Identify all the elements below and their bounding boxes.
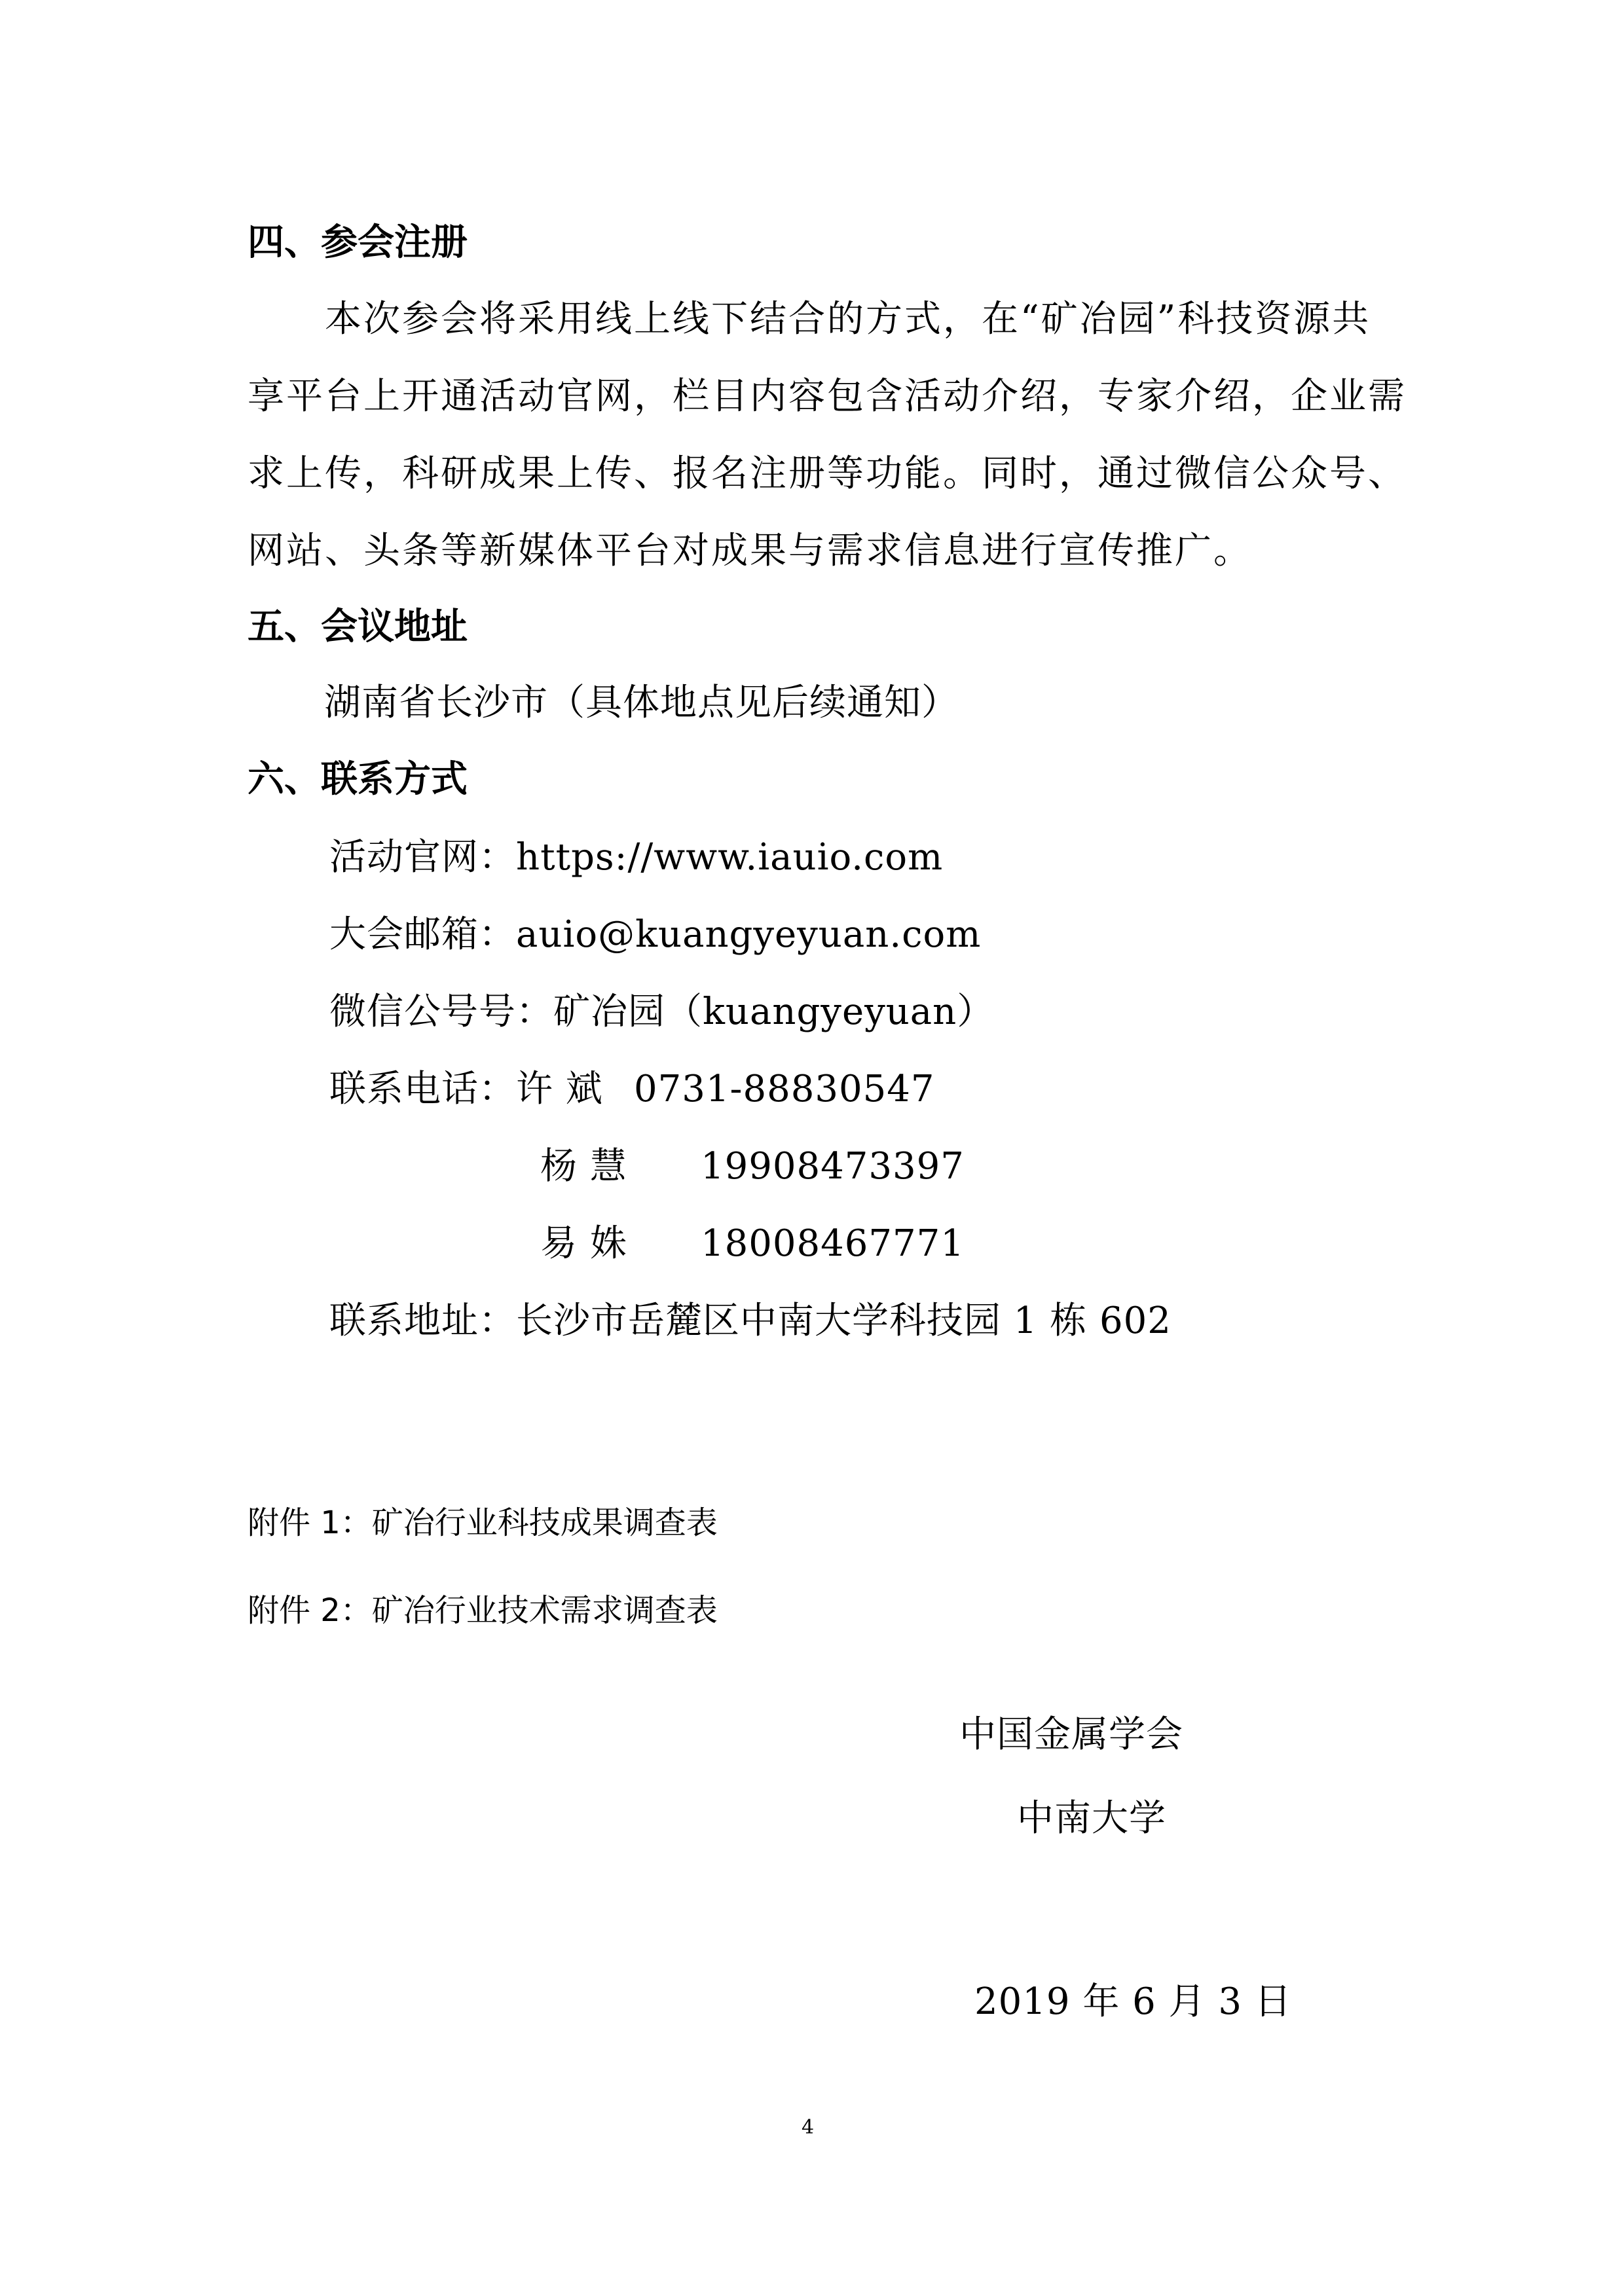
venue-address: 湖南省长沙市（具体地点见后续通知）: [324, 682, 959, 724]
section-heading-contact: 六、联系方式: [248, 758, 468, 801]
contact-name: 许 斌: [516, 1068, 603, 1110]
wechat-row: [329, 991, 995, 1033]
contact-phone: 19908473397: [701, 1145, 965, 1188]
paragraph-line-2: 享平台上开通活动官网，栏目内容包含活动介绍，专家介绍，企业需: [248, 375, 1407, 418]
contact-phone: 0731-88830547: [634, 1068, 935, 1110]
phone-row-3: [540, 1222, 965, 1265]
wechat-label: 微信公号号：: [329, 991, 553, 1033]
contact-name: 易 姝: [540, 1222, 627, 1265]
signature-date: 2019 年 6 月 3 日: [974, 1980, 1292, 2023]
signature-org-1: 中国金属学会: [959, 1713, 1183, 1756]
wechat-value: 矿冶园（kuangyeyuan）: [553, 991, 995, 1033]
email-label: 大会邮箱：: [329, 913, 516, 956]
signature-org-2: 中南大学: [1017, 1797, 1166, 1840]
paragraph-line-1: 本次参会将采用线上线下结合的方式，在“矿冶园”科技资源共: [248, 298, 1371, 340]
contact-address-row: [329, 1300, 1172, 1342]
attachment-2: 附件 2：矿冶行业技术需求调查表: [248, 1592, 718, 1629]
website-link[interactable]: https://www.iauio.com: [516, 836, 944, 879]
paragraph-line-4: 网站、头条等新媒体平台对成果与需求信息进行宣传推广。: [248, 530, 1252, 572]
attachment-1: 附件 1：矿冶行业科技成果调查表: [248, 1504, 718, 1541]
contact-address-label: 联系地址：: [329, 1300, 516, 1342]
contact-address: 长沙市岳麓区中南大学科技园 1 栋 602: [516, 1300, 1172, 1342]
phone-row-1: [329, 1068, 935, 1110]
contact-name: 杨 慧: [540, 1145, 627, 1188]
phone-label: 联系电话：: [329, 1068, 516, 1110]
email-row: [329, 913, 982, 956]
section-heading-venue: 五、会议地址: [248, 606, 468, 648]
website-label: 活动官网：: [329, 836, 516, 879]
website-row: [329, 836, 944, 879]
phone-row-2: [540, 1145, 965, 1188]
paragraph-line-3: 求上传，科研成果上传、报名注册等功能。同时，通过微信公众号、: [248, 452, 1407, 495]
contact-phone: 18008467771: [701, 1222, 965, 1265]
page-number: 4: [802, 2116, 815, 2139]
section-heading-registration: 四、参会注册: [248, 221, 468, 264]
email-link[interactable]: auio@kuangyeyuan.com: [516, 913, 982, 956]
